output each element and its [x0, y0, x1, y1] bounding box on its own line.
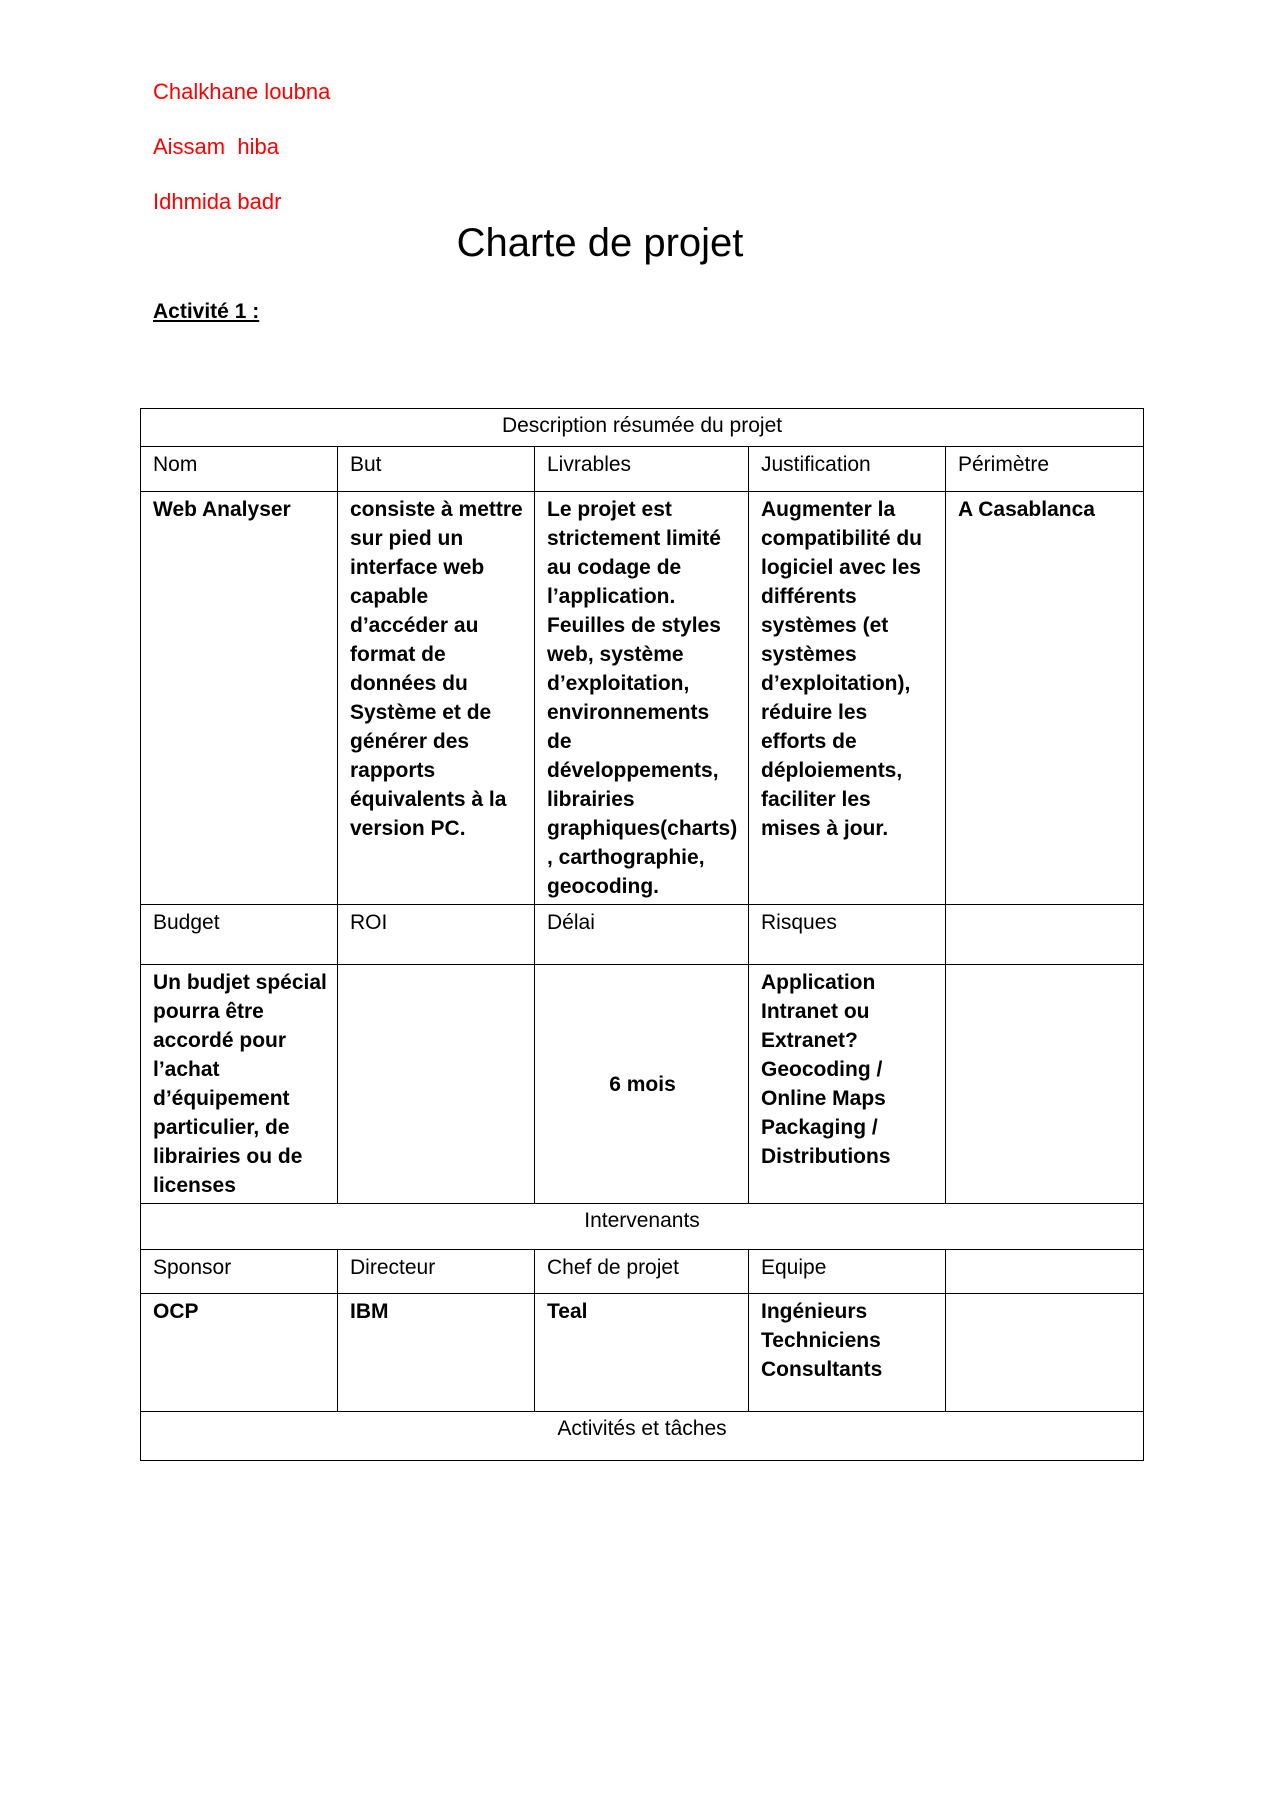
author-name-3: Idhmida badr — [153, 189, 282, 214]
header-row-1 — [141, 447, 1144, 492]
header-empty-3 — [946, 1250, 1144, 1294]
section-intervenants-header: Intervenants — [141, 1204, 1144, 1250]
data-row-2 — [141, 965, 1144, 1204]
header-row-3 — [141, 1250, 1144, 1294]
header-but: But — [338, 447, 535, 492]
section-activites-header: Activités et tâches — [141, 1412, 1144, 1461]
activity-heading: Activité 1 : — [153, 300, 260, 323]
cell-delai: 6 mois — [535, 965, 749, 1204]
section-row-description — [141, 409, 1144, 447]
header-justification: Justification — [749, 447, 946, 492]
cell-risques: Application Intranet ou Extranet? Geocoding / Online Maps Packaging / Distributions — [749, 965, 946, 1204]
cell-sponsor: OCP — [141, 1294, 338, 1412]
header-nom: Nom — [141, 447, 338, 492]
cell-empty-3 — [946, 1294, 1144, 1412]
cell-perimetre: A Casablanca — [946, 492, 1144, 905]
cell-livrables: Le projet est strictement limité au codage de l’application. Feuilles de styles web, système d’exploitation, environnements de développements, librairies graphiques(charts) , carthographie, geocoding. — [535, 492, 749, 905]
cell-equipe: Ingénieurs Techniciens Consultants — [749, 1294, 946, 1412]
header-budget: Budget — [141, 905, 338, 965]
author-name-1: Chalkhane loubna — [153, 79, 331, 104]
header-sponsor: Sponsor — [141, 1250, 338, 1294]
cell-chef-de-projet: Teal — [535, 1294, 749, 1412]
cell-nom: Web Analyser — [141, 492, 338, 905]
header-equipe: Equipe — [749, 1250, 946, 1294]
document-title: Charte de projet — [456, 221, 744, 265]
project-charter-table — [140, 408, 1144, 1461]
header-directeur: Directeur — [338, 1250, 535, 1294]
header-livrables: Livrables — [535, 447, 749, 492]
data-row-1 — [141, 492, 1144, 905]
section-row-intervenants — [141, 1204, 1144, 1250]
header-roi: ROI — [338, 905, 535, 965]
header-delai: Délai — [535, 905, 749, 965]
author-name-2: Aissam hiba — [153, 134, 279, 159]
cell-justification: Augmenter la compatibilité du logiciel avec les différents systèmes (et systèmes d’exploitation), réduire les efforts de déploiements, faciliter les mises à jour. — [749, 492, 946, 905]
header-chef-de-projet: Chef de projet — [535, 1250, 749, 1294]
section-description-header: Description résumée du projet — [141, 409, 1144, 447]
section-row-activites — [141, 1412, 1144, 1461]
header-empty-2 — [946, 905, 1144, 965]
header-row-2 — [141, 905, 1144, 965]
cell-roi — [338, 965, 535, 1204]
cell-directeur: IBM — [338, 1294, 535, 1412]
header-risques: Risques — [749, 905, 946, 965]
data-row-3 — [141, 1294, 1144, 1412]
header-perimetre: Périmètre — [946, 447, 1144, 492]
cell-budget: Un budjet spécial pourra être accordé pour l’achat d’équipement particulier, de librairies ou de licenses — [141, 965, 338, 1204]
cell-but: consiste à mettre sur pied un interface web capable d’accéder au format de données du Système et de générer des rapports équivalents à la version PC. — [338, 492, 535, 905]
cell-empty-2 — [946, 965, 1144, 1204]
